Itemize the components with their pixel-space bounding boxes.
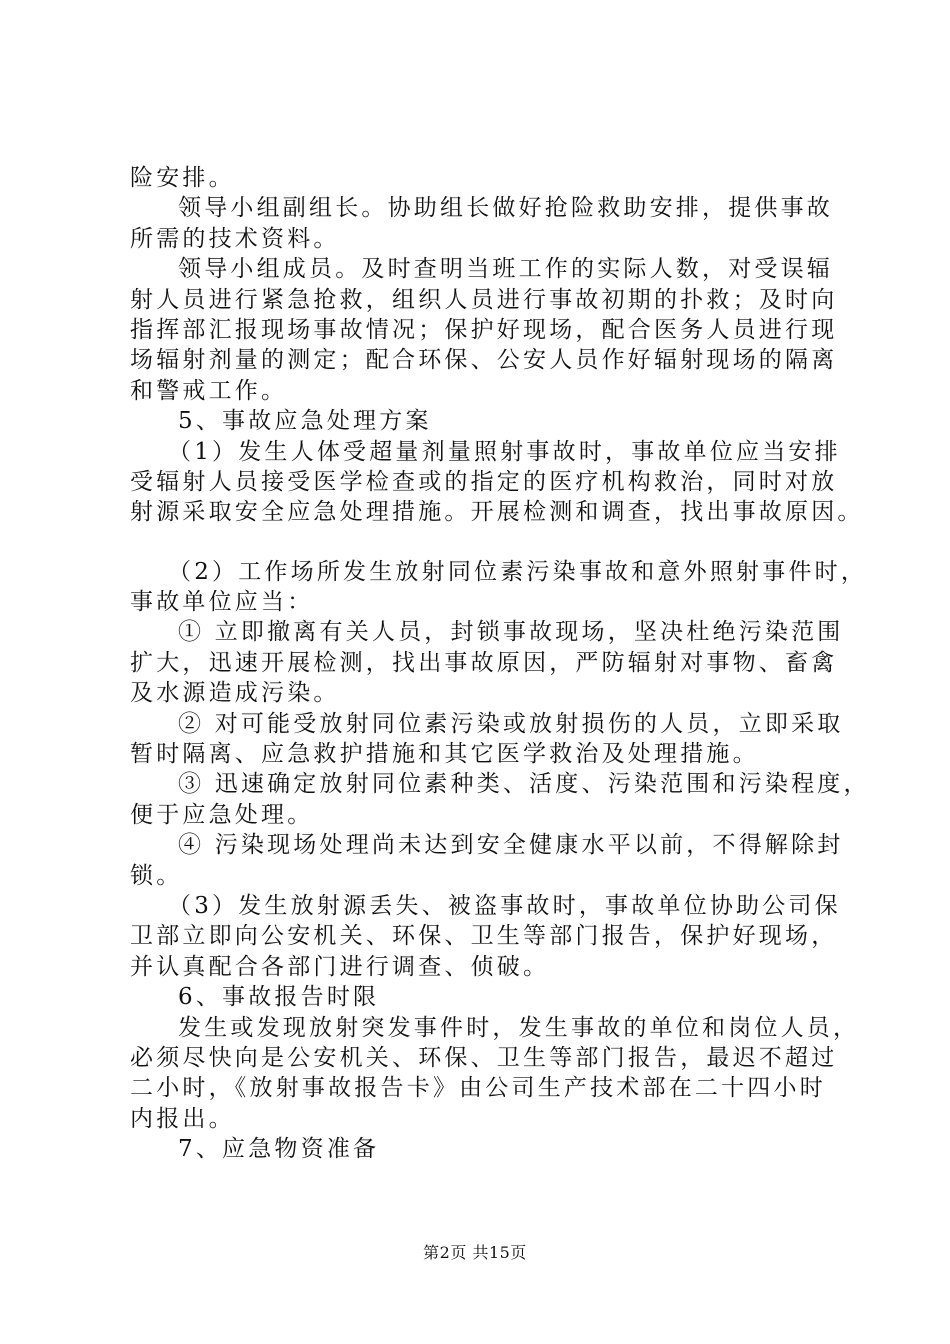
text-line: ③ 迅速确定放射同位素种类、活度、污染范围和污染程度， — [178, 771, 870, 798]
text-line: 暂时隔离、应急救护措施和其它医学救治及处理措施。 — [130, 741, 759, 768]
text-line: 并认真配合各部门进行调查、侦破。 — [130, 953, 550, 980]
text-line: 便于应急处理。 — [130, 801, 314, 828]
document-body — [130, 163, 870, 1165]
text-line: 二小时，《放射事故报告卡》由公司生产技术部在二十四小时 — [130, 1075, 826, 1102]
text-line: 领导小组成员。及时查明当班工作的实际人数，对受误辐 — [178, 256, 833, 283]
text-line: 指挥部汇报现场事故情况；保护好现场，配合医务人员进行现 — [130, 316, 838, 343]
text-line: 射源采取安全应急处理措施。开展检测和调查，找出事故原因。 — [130, 499, 864, 526]
text-line: 扩大，迅速开展检测，找出事故原因，严防辐射对事物、畜禽 — [130, 649, 838, 676]
text-line: 和警戒工作。 — [130, 377, 288, 404]
text-line: 内报出。 — [130, 1105, 235, 1132]
paragraph-gap — [130, 528, 850, 557]
text-line: 锁。 — [130, 862, 183, 889]
text-line: 险安排。 — [130, 165, 235, 191]
section-heading: 5、事故应急处理方案 — [178, 408, 432, 435]
text-line: 所需的技术资料。 — [130, 225, 340, 252]
text-line: 领导小组副组长。协助组长做好抢险救助安排，提供事故 — [178, 195, 833, 222]
section-heading: 6、事故报告时限 — [178, 984, 380, 1011]
page-footer: 第2页 共15页 — [423, 1243, 527, 1262]
text-line: 事故单位应当： — [130, 589, 314, 616]
text-line: （2）工作场所发生放射同位素污染事故和意外照射事件时， — [168, 558, 868, 585]
text-line: 发生或发现放射突发事件时，发生事故的单位和岗位人员， — [178, 1014, 860, 1041]
text-line: 射人员进行紧急抢救，组织人员进行事故初期的扑救；及时向 — [130, 286, 838, 313]
text-line: ① 立即撤离有关人员，封锁事故现场，坚决杜绝污染范围 — [178, 619, 844, 646]
section-heading: 7、应急物资准备 — [178, 1136, 380, 1163]
text-line: 受辐射人员接受医学检查或的指定的医疗机构救治，同时对放 — [130, 468, 838, 495]
text-line: 卫部立即向公安机关、环保、卫生等部门报告，保护好现场， — [130, 923, 838, 950]
text-line: 场辐射剂量的测定；配合环保、公安人员作好辐射现场的隔离 — [130, 347, 838, 374]
text-line: （3）发生放射源丢失、被盗事故时，事故单位协助公司保 — [168, 892, 841, 919]
text-line: ② 对可能受放射同位素污染或放射损伤的人员，立即采取 — [178, 710, 844, 737]
text-line: （1）发生人体受超量剂量照射事故时，事故单位应当安排 — [168, 438, 841, 465]
text-line: 必须尽快向是公安机关、环保、卫生等部门报告，最迟不超过 — [130, 1044, 838, 1071]
text-line: 及水源造成污染。 — [130, 680, 340, 707]
text-line: ④ 污染现场处理尚未达到安全健康水平以前，不得解除封 — [178, 832, 844, 859]
